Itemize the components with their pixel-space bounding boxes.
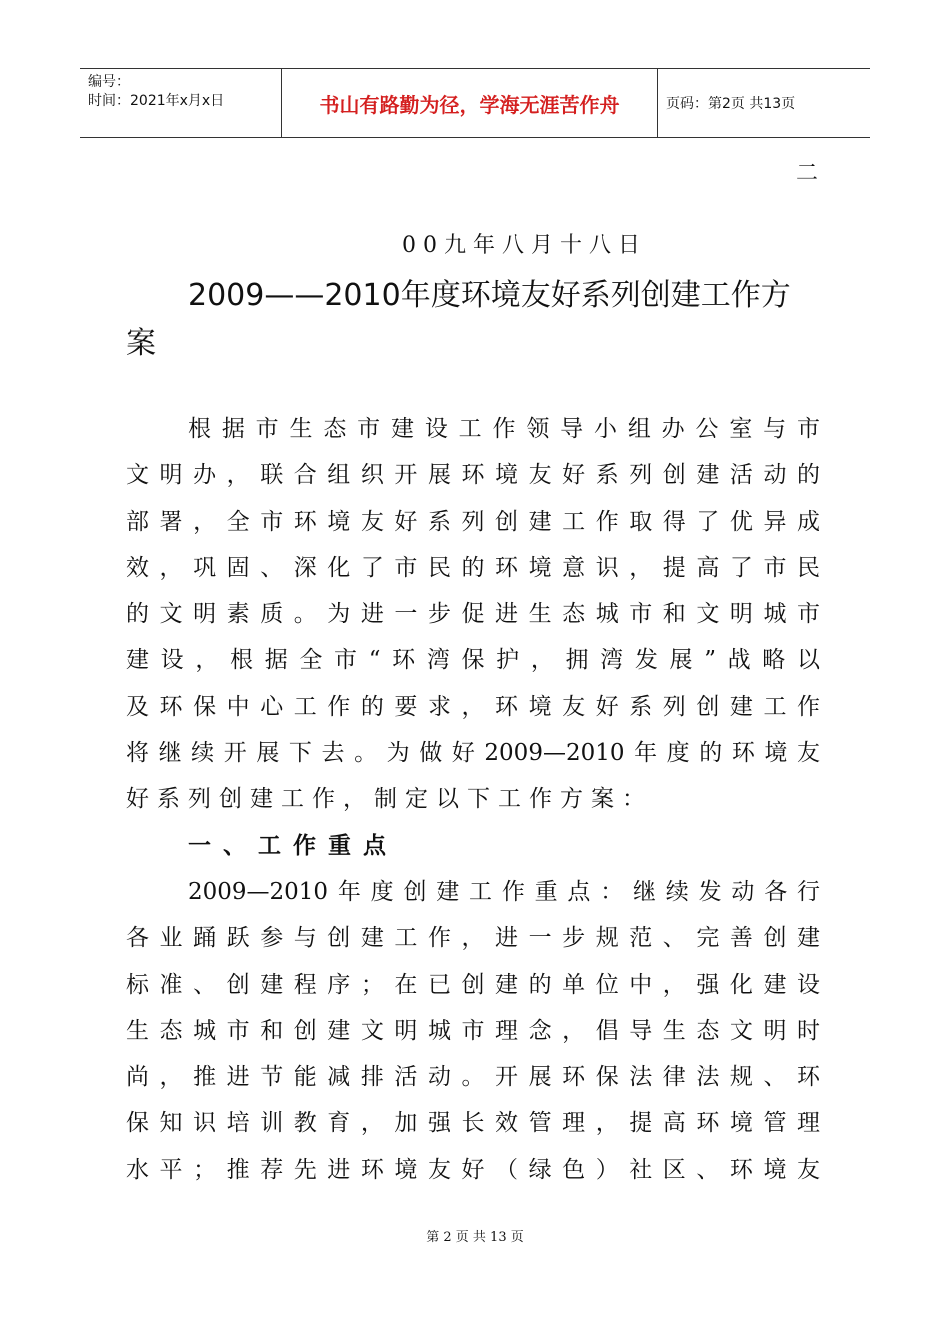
page-footer: 第 2 页 共 13 页	[426, 1230, 524, 1245]
paragraph-line: 尚，推进节能减排活动。开展环保法律法规、环	[126, 1064, 820, 1091]
document-number-label: 编号：	[88, 74, 130, 90]
paragraph-line: 各业踊跃参与创建工作，进一步规范、完善创建	[126, 925, 820, 952]
title-line-1: 2009——2010年度环境友好系列创建工作方	[188, 278, 791, 313]
section-heading: 一、工作重点	[188, 832, 398, 859]
header-meta	[80, 69, 282, 137]
paragraph-line: 将继续开展下去。为做好2009—2010年度的环境友	[126, 740, 820, 767]
paragraph-line: 保知识培训教育，加强长效管理，提高环境管理	[126, 1110, 820, 1137]
page-header	[80, 68, 870, 138]
document-title	[126, 272, 826, 368]
paragraph-line: 标准、创建程序；在已创建的单位中，强化建设	[126, 971, 820, 998]
paragraph-line: 文明办，联合组织开展环境友好系列创建活动的	[126, 462, 820, 489]
header-page-info: 页码：第2页 共13页	[666, 96, 796, 112]
document-date-label: 时间：2021年x月x日	[88, 93, 225, 109]
paragraph-line: 2009—2010年度创建工作重点：继续发动各行	[188, 878, 820, 905]
paragraph-line: 好系列创建工作，制定以下工作方案：	[126, 786, 653, 813]
paragraph-line: 及环保中心工作的要求，环境友好系列创建工作	[126, 693, 820, 720]
paragraph-line: 建设，根据全市“环湾保护，拥湾发展”战略以	[126, 647, 820, 674]
paragraph-line: 的文明素质。为进一步促进生态城市和文明城市	[126, 601, 820, 628]
body-paragraph-1	[126, 406, 820, 1193]
header-motto: 书山有路勤为径，学海无涯苦作舟	[282, 69, 658, 137]
paragraph-line: 根据市生态市建设工作领导小组办公室与市	[188, 416, 820, 442]
paragraph-line: 部署，全市环境友好系列创建工作取得了优异成	[126, 508, 820, 535]
paragraph-line: 水平；推荐先进环境友好（绿色）社区、环境友	[126, 1156, 820, 1183]
date-line-1: 二	[795, 161, 818, 186]
paragraph-line: 生态城市和创建文明城市理念，倡导生态文明时	[126, 1017, 820, 1044]
paragraph-line: 效，巩固、深化了市民的环境意识，提高了市民	[126, 554, 820, 581]
date-line-2: 00九年八月十八日	[402, 233, 647, 258]
title-line-2: 案	[126, 326, 156, 361]
